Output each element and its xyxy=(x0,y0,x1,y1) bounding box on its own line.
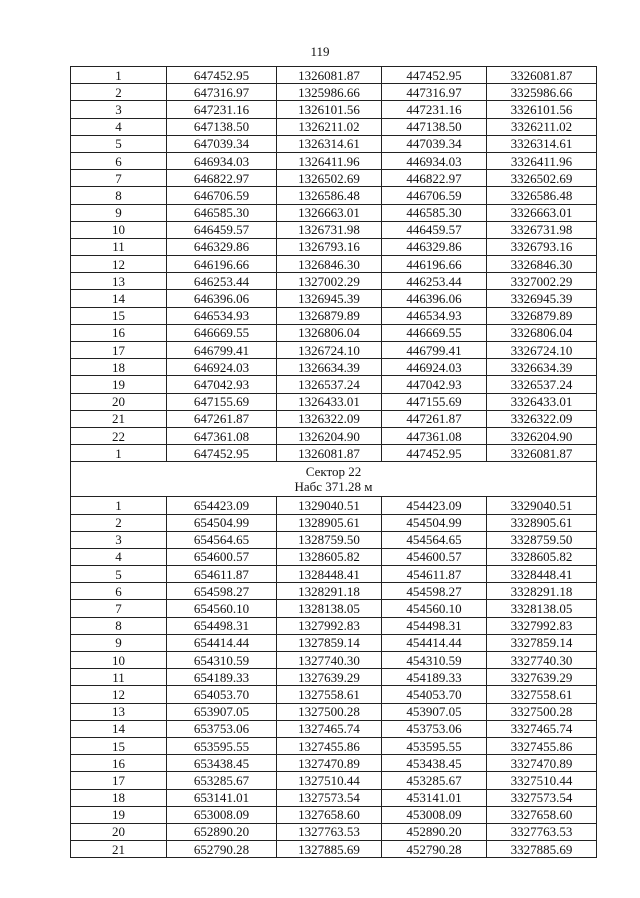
point-number-cell: 8 xyxy=(71,187,167,204)
y-coordinate-cell: 1327455.86 xyxy=(277,737,382,754)
x-coordinate-cell: 652790.28 xyxy=(167,841,277,858)
point-number-cell: 20 xyxy=(71,823,167,840)
x-local-cell: 454423.09 xyxy=(382,497,487,514)
table-row xyxy=(71,187,597,204)
x-local-cell: 446799.41 xyxy=(382,342,487,359)
x-coordinate-cell: 654414.44 xyxy=(167,634,277,651)
table-row xyxy=(71,703,597,720)
y-local-cell: 3327658.60 xyxy=(487,806,597,823)
y-local-cell: 3326663.01 xyxy=(487,204,597,221)
x-local-cell: 454611.87 xyxy=(382,566,487,583)
x-local-cell: 446822.97 xyxy=(382,170,487,187)
y-coordinate-cell: 1326731.98 xyxy=(277,221,382,238)
x-coordinate-cell: 646459.57 xyxy=(167,221,277,238)
x-local-cell: 446934.03 xyxy=(382,152,487,169)
x-local-cell: 453438.45 xyxy=(382,755,487,772)
y-coordinate-cell: 1326411.96 xyxy=(277,152,382,169)
y-local-cell: 3328291.18 xyxy=(487,583,597,600)
x-local-cell: 454310.59 xyxy=(382,652,487,669)
table-row xyxy=(71,84,597,101)
x-coordinate-cell: 654564.65 xyxy=(167,531,277,548)
x-coordinate-cell: 654600.57 xyxy=(167,548,277,565)
y-coordinate-cell: 1326502.69 xyxy=(277,170,382,187)
point-number-cell: 11 xyxy=(71,238,167,255)
y-coordinate-cell: 1327510.44 xyxy=(277,772,382,789)
x-local-cell: 446669.55 xyxy=(382,324,487,341)
x-local-cell: 446196.66 xyxy=(382,256,487,273)
y-local-cell: 3326204.90 xyxy=(487,427,597,444)
point-number-cell: 1 xyxy=(71,67,167,84)
table-row xyxy=(71,393,597,410)
y-local-cell: 3326101.56 xyxy=(487,101,597,118)
y-coordinate-cell: 1326945.39 xyxy=(277,290,382,307)
y-coordinate-cell: 1327992.83 xyxy=(277,617,382,634)
x-local-cell: 446253.44 xyxy=(382,273,487,290)
x-coordinate-cell: 647361.08 xyxy=(167,427,277,444)
y-coordinate-cell: 1327740.30 xyxy=(277,652,382,669)
table-row xyxy=(71,652,597,669)
point-number-cell: 7 xyxy=(71,600,167,617)
y-local-cell: 3326731.98 xyxy=(487,221,597,238)
y-local-cell: 3327859.14 xyxy=(487,634,597,651)
x-coordinate-cell: 647138.50 xyxy=(167,118,277,135)
table-row xyxy=(71,720,597,737)
point-number-cell: 17 xyxy=(71,342,167,359)
point-number-cell: 4 xyxy=(71,118,167,135)
point-number-cell: 2 xyxy=(71,84,167,101)
table-row xyxy=(71,548,597,565)
point-number-cell: 17 xyxy=(71,772,167,789)
y-local-cell: 3326411.96 xyxy=(487,152,597,169)
y-coordinate-cell: 1327639.29 xyxy=(277,669,382,686)
x-coordinate-cell: 646934.03 xyxy=(167,152,277,169)
y-coordinate-cell: 1326211.02 xyxy=(277,118,382,135)
y-local-cell: 3327763.53 xyxy=(487,823,597,840)
x-local-cell: 447138.50 xyxy=(382,118,487,135)
x-local-cell: 453141.01 xyxy=(382,789,487,806)
point-number-cell: 18 xyxy=(71,789,167,806)
y-local-cell: 3326537.24 xyxy=(487,376,597,393)
table-row xyxy=(71,737,597,754)
y-coordinate-cell: 1326101.56 xyxy=(277,101,382,118)
x-coordinate-cell: 653008.09 xyxy=(167,806,277,823)
x-local-cell: 454600.57 xyxy=(382,548,487,565)
x-local-cell: 452890.20 xyxy=(382,823,487,840)
x-coordinate-cell: 653753.06 xyxy=(167,720,277,737)
point-number-cell: 9 xyxy=(71,204,167,221)
table-row xyxy=(71,445,597,462)
y-local-cell: 3326724.10 xyxy=(487,342,597,359)
y-local-cell: 3327500.28 xyxy=(487,703,597,720)
x-local-cell: 447039.34 xyxy=(382,135,487,152)
x-coordinate-cell: 646799.41 xyxy=(167,342,277,359)
table-row xyxy=(71,324,597,341)
table-row xyxy=(71,531,597,548)
y-coordinate-cell: 1327763.53 xyxy=(277,823,382,840)
table-row xyxy=(71,152,597,169)
table-row xyxy=(71,583,597,600)
y-local-cell: 3327639.29 xyxy=(487,669,597,686)
x-local-cell: 447261.87 xyxy=(382,410,487,427)
point-number-cell: 14 xyxy=(71,720,167,737)
x-coordinate-cell: 654053.70 xyxy=(167,686,277,703)
x-coordinate-cell: 653438.45 xyxy=(167,755,277,772)
point-number-cell: 3 xyxy=(71,101,167,118)
table-row xyxy=(71,755,597,772)
x-coordinate-cell: 646253.44 xyxy=(167,273,277,290)
y-local-cell: 3326314.61 xyxy=(487,135,597,152)
y-coordinate-cell: 1328605.82 xyxy=(277,548,382,565)
y-coordinate-cell: 1327558.61 xyxy=(277,686,382,703)
x-local-cell: 453285.67 xyxy=(382,772,487,789)
y-coordinate-cell: 1326314.61 xyxy=(277,135,382,152)
x-local-cell: 447155.69 xyxy=(382,393,487,410)
y-local-cell: 3327740.30 xyxy=(487,652,597,669)
x-local-cell: 447452.95 xyxy=(382,445,487,462)
y-local-cell: 3327455.86 xyxy=(487,737,597,754)
x-local-cell: 447231.16 xyxy=(382,101,487,118)
x-local-cell: 447316.97 xyxy=(382,84,487,101)
x-local-cell: 454414.44 xyxy=(382,634,487,651)
section-header-cell xyxy=(71,462,597,497)
y-local-cell: 3328759.50 xyxy=(487,531,597,548)
y-coordinate-cell: 1326806.04 xyxy=(277,324,382,341)
point-number-cell: 16 xyxy=(71,755,167,772)
point-number-cell: 21 xyxy=(71,841,167,858)
y-coordinate-cell: 1326081.87 xyxy=(277,67,382,84)
table-row xyxy=(71,273,597,290)
point-number-cell: 5 xyxy=(71,566,167,583)
x-coordinate-cell: 647452.95 xyxy=(167,445,277,462)
y-local-cell: 3326081.87 xyxy=(487,67,597,84)
section-header-row xyxy=(71,462,597,497)
y-local-cell: 3327510.44 xyxy=(487,772,597,789)
x-local-cell: 454053.70 xyxy=(382,686,487,703)
x-coordinate-cell: 653285.67 xyxy=(167,772,277,789)
coordinates-table xyxy=(70,66,597,858)
point-number-cell: 11 xyxy=(71,669,167,686)
point-number-cell: 14 xyxy=(71,290,167,307)
point-number-cell: 2 xyxy=(71,514,167,531)
table-row xyxy=(71,135,597,152)
y-coordinate-cell: 1328905.61 xyxy=(277,514,382,531)
x-coordinate-cell: 654310.59 xyxy=(167,652,277,669)
x-local-cell: 454598.27 xyxy=(382,583,487,600)
table-row xyxy=(71,118,597,135)
x-local-cell: 447042.93 xyxy=(382,376,487,393)
x-local-cell: 446396.06 xyxy=(382,290,487,307)
page-number: 119 xyxy=(310,44,330,59)
y-coordinate-cell: 1326879.89 xyxy=(277,307,382,324)
y-local-cell: 3327002.29 xyxy=(487,273,597,290)
x-coordinate-cell: 654504.99 xyxy=(167,514,277,531)
x-coordinate-cell: 646669.55 xyxy=(167,324,277,341)
y-local-cell: 3326806.04 xyxy=(487,324,597,341)
y-local-cell: 3327465.74 xyxy=(487,720,597,737)
table-row xyxy=(71,376,597,393)
y-local-cell: 3326211.02 xyxy=(487,118,597,135)
table-row xyxy=(71,686,597,703)
table-row xyxy=(71,101,597,118)
x-coordinate-cell: 647042.93 xyxy=(167,376,277,393)
x-local-cell: 454560.10 xyxy=(382,600,487,617)
table-row xyxy=(71,600,597,617)
y-local-cell: 3325986.66 xyxy=(487,84,597,101)
x-coordinate-cell: 647261.87 xyxy=(167,410,277,427)
table-row xyxy=(71,841,597,858)
y-coordinate-cell: 1327885.69 xyxy=(277,841,382,858)
table-row xyxy=(71,359,597,376)
point-number-cell: 10 xyxy=(71,221,167,238)
y-coordinate-cell: 1325986.66 xyxy=(277,84,382,101)
y-coordinate-cell: 1327573.54 xyxy=(277,789,382,806)
point-number-cell: 13 xyxy=(71,703,167,720)
y-local-cell: 3328138.05 xyxy=(487,600,597,617)
table-row xyxy=(71,290,597,307)
x-local-cell: 446329.86 xyxy=(382,238,487,255)
y-coordinate-cell: 1328448.41 xyxy=(277,566,382,583)
x-coordinate-cell: 646534.93 xyxy=(167,307,277,324)
y-coordinate-cell: 1328291.18 xyxy=(277,583,382,600)
y-local-cell: 3328605.82 xyxy=(487,548,597,565)
x-coordinate-cell: 653595.55 xyxy=(167,737,277,754)
x-local-cell: 453753.06 xyxy=(382,720,487,737)
table-row xyxy=(71,634,597,651)
y-coordinate-cell: 1326724.10 xyxy=(277,342,382,359)
section-subtitle: Набс 371.28 м xyxy=(294,479,373,495)
x-local-cell: 446534.93 xyxy=(382,307,487,324)
y-coordinate-cell: 1326634.39 xyxy=(277,359,382,376)
x-coordinate-cell: 654611.87 xyxy=(167,566,277,583)
x-local-cell: 454564.65 xyxy=(382,531,487,548)
x-local-cell: 446585.30 xyxy=(382,204,487,221)
x-local-cell: 453907.05 xyxy=(382,703,487,720)
point-number-cell: 8 xyxy=(71,617,167,634)
x-local-cell: 446924.03 xyxy=(382,359,487,376)
point-number-cell: 6 xyxy=(71,583,167,600)
point-number-cell: 19 xyxy=(71,806,167,823)
x-local-cell: 453595.55 xyxy=(382,737,487,754)
x-coordinate-cell: 646585.30 xyxy=(167,204,277,221)
y-coordinate-cell: 1326793.16 xyxy=(277,238,382,255)
point-number-cell: 4 xyxy=(71,548,167,565)
x-local-cell: 453008.09 xyxy=(382,806,487,823)
point-number-cell: 3 xyxy=(71,531,167,548)
x-local-cell: 452790.28 xyxy=(382,841,487,858)
x-coordinate-cell: 647155.69 xyxy=(167,393,277,410)
x-coordinate-cell: 647039.34 xyxy=(167,135,277,152)
y-coordinate-cell: 1329040.51 xyxy=(277,497,382,514)
x-local-cell: 447452.95 xyxy=(382,67,487,84)
y-coordinate-cell: 1326322.09 xyxy=(277,410,382,427)
table-row xyxy=(71,256,597,273)
point-number-cell: 12 xyxy=(71,256,167,273)
y-local-cell: 3328448.41 xyxy=(487,566,597,583)
point-number-cell: 1 xyxy=(71,497,167,514)
y-local-cell: 3326879.89 xyxy=(487,307,597,324)
point-number-cell: 22 xyxy=(71,427,167,444)
point-number-cell: 7 xyxy=(71,170,167,187)
point-number-cell: 1 xyxy=(71,445,167,462)
point-number-cell: 20 xyxy=(71,393,167,410)
x-local-cell: 454504.99 xyxy=(382,514,487,531)
table-row xyxy=(71,823,597,840)
x-coordinate-cell: 654598.27 xyxy=(167,583,277,600)
y-coordinate-cell: 1327465.74 xyxy=(277,720,382,737)
y-local-cell: 3327558.61 xyxy=(487,686,597,703)
table-row xyxy=(71,342,597,359)
table-row xyxy=(71,427,597,444)
point-number-cell: 15 xyxy=(71,307,167,324)
table-row xyxy=(71,514,597,531)
y-coordinate-cell: 1326204.90 xyxy=(277,427,382,444)
x-local-cell: 446459.57 xyxy=(382,221,487,238)
table-row xyxy=(71,410,597,427)
x-local-cell: 446706.59 xyxy=(382,187,487,204)
x-local-cell: 454189.33 xyxy=(382,669,487,686)
section-title: Сектор 22 xyxy=(305,464,362,480)
y-coordinate-cell: 1326433.01 xyxy=(277,393,382,410)
x-coordinate-cell: 653141.01 xyxy=(167,789,277,806)
coordinates-table-body xyxy=(71,67,597,858)
table-row xyxy=(71,307,597,324)
x-coordinate-cell: 647316.97 xyxy=(167,84,277,101)
x-coordinate-cell: 646924.03 xyxy=(167,359,277,376)
table-row xyxy=(71,497,597,514)
x-coordinate-cell: 652890.20 xyxy=(167,823,277,840)
x-coordinate-cell: 646396.06 xyxy=(167,290,277,307)
x-coordinate-cell: 654189.33 xyxy=(167,669,277,686)
point-number-cell: 15 xyxy=(71,737,167,754)
y-coordinate-cell: 1327470.89 xyxy=(277,755,382,772)
y-local-cell: 3327885.69 xyxy=(487,841,597,858)
y-local-cell: 3326081.87 xyxy=(487,445,597,462)
y-coordinate-cell: 1328759.50 xyxy=(277,531,382,548)
y-local-cell: 3326634.39 xyxy=(487,359,597,376)
x-coordinate-cell: 654423.09 xyxy=(167,497,277,514)
x-coordinate-cell: 646329.86 xyxy=(167,238,277,255)
y-local-cell: 3326793.16 xyxy=(487,238,597,255)
y-local-cell: 3326586.48 xyxy=(487,187,597,204)
point-number-cell: 10 xyxy=(71,652,167,669)
y-local-cell: 3326322.09 xyxy=(487,410,597,427)
point-number-cell: 13 xyxy=(71,273,167,290)
table-row xyxy=(71,789,597,806)
y-local-cell: 3327470.89 xyxy=(487,755,597,772)
table-row xyxy=(71,67,597,84)
x-local-cell: 454498.31 xyxy=(382,617,487,634)
y-local-cell: 3327573.54 xyxy=(487,789,597,806)
table-row xyxy=(71,617,597,634)
y-coordinate-cell: 1327859.14 xyxy=(277,634,382,651)
y-coordinate-cell: 1328138.05 xyxy=(277,600,382,617)
x-coordinate-cell: 647231.16 xyxy=(167,101,277,118)
table-row xyxy=(71,669,597,686)
x-coordinate-cell: 646822.97 xyxy=(167,170,277,187)
x-coordinate-cell: 653907.05 xyxy=(167,703,277,720)
point-number-cell: 12 xyxy=(71,686,167,703)
table-row xyxy=(71,221,597,238)
point-number-cell: 9 xyxy=(71,634,167,651)
y-local-cell: 3326945.39 xyxy=(487,290,597,307)
point-number-cell: 21 xyxy=(71,410,167,427)
x-coordinate-cell: 647452.95 xyxy=(167,67,277,84)
point-number-cell: 18 xyxy=(71,359,167,376)
table-row xyxy=(71,238,597,255)
y-local-cell: 3326846.30 xyxy=(487,256,597,273)
y-coordinate-cell: 1326586.48 xyxy=(277,187,382,204)
y-local-cell: 3329040.51 xyxy=(487,497,597,514)
table-row xyxy=(71,806,597,823)
point-number-cell: 16 xyxy=(71,324,167,341)
y-local-cell: 3326502.69 xyxy=(487,170,597,187)
y-local-cell: 3326433.01 xyxy=(487,393,597,410)
point-number-cell: 5 xyxy=(71,135,167,152)
table-row xyxy=(71,772,597,789)
y-coordinate-cell: 1326846.30 xyxy=(277,256,382,273)
table-row xyxy=(71,170,597,187)
point-number-cell: 19 xyxy=(71,376,167,393)
y-local-cell: 3327992.83 xyxy=(487,617,597,634)
y-coordinate-cell: 1327658.60 xyxy=(277,806,382,823)
x-coordinate-cell: 646196.66 xyxy=(167,256,277,273)
table-row xyxy=(71,204,597,221)
x-coordinate-cell: 654560.10 xyxy=(167,600,277,617)
y-coordinate-cell: 1327500.28 xyxy=(277,703,382,720)
y-coordinate-cell: 1326537.24 xyxy=(277,376,382,393)
y-coordinate-cell: 1327002.29 xyxy=(277,273,382,290)
table-row xyxy=(71,566,597,583)
x-coordinate-cell: 646706.59 xyxy=(167,187,277,204)
point-number-cell: 6 xyxy=(71,152,167,169)
y-coordinate-cell: 1326663.01 xyxy=(277,204,382,221)
x-coordinate-cell: 654498.31 xyxy=(167,617,277,634)
x-local-cell: 447361.08 xyxy=(382,427,487,444)
y-local-cell: 3328905.61 xyxy=(487,514,597,531)
y-coordinate-cell: 1326081.87 xyxy=(277,445,382,462)
